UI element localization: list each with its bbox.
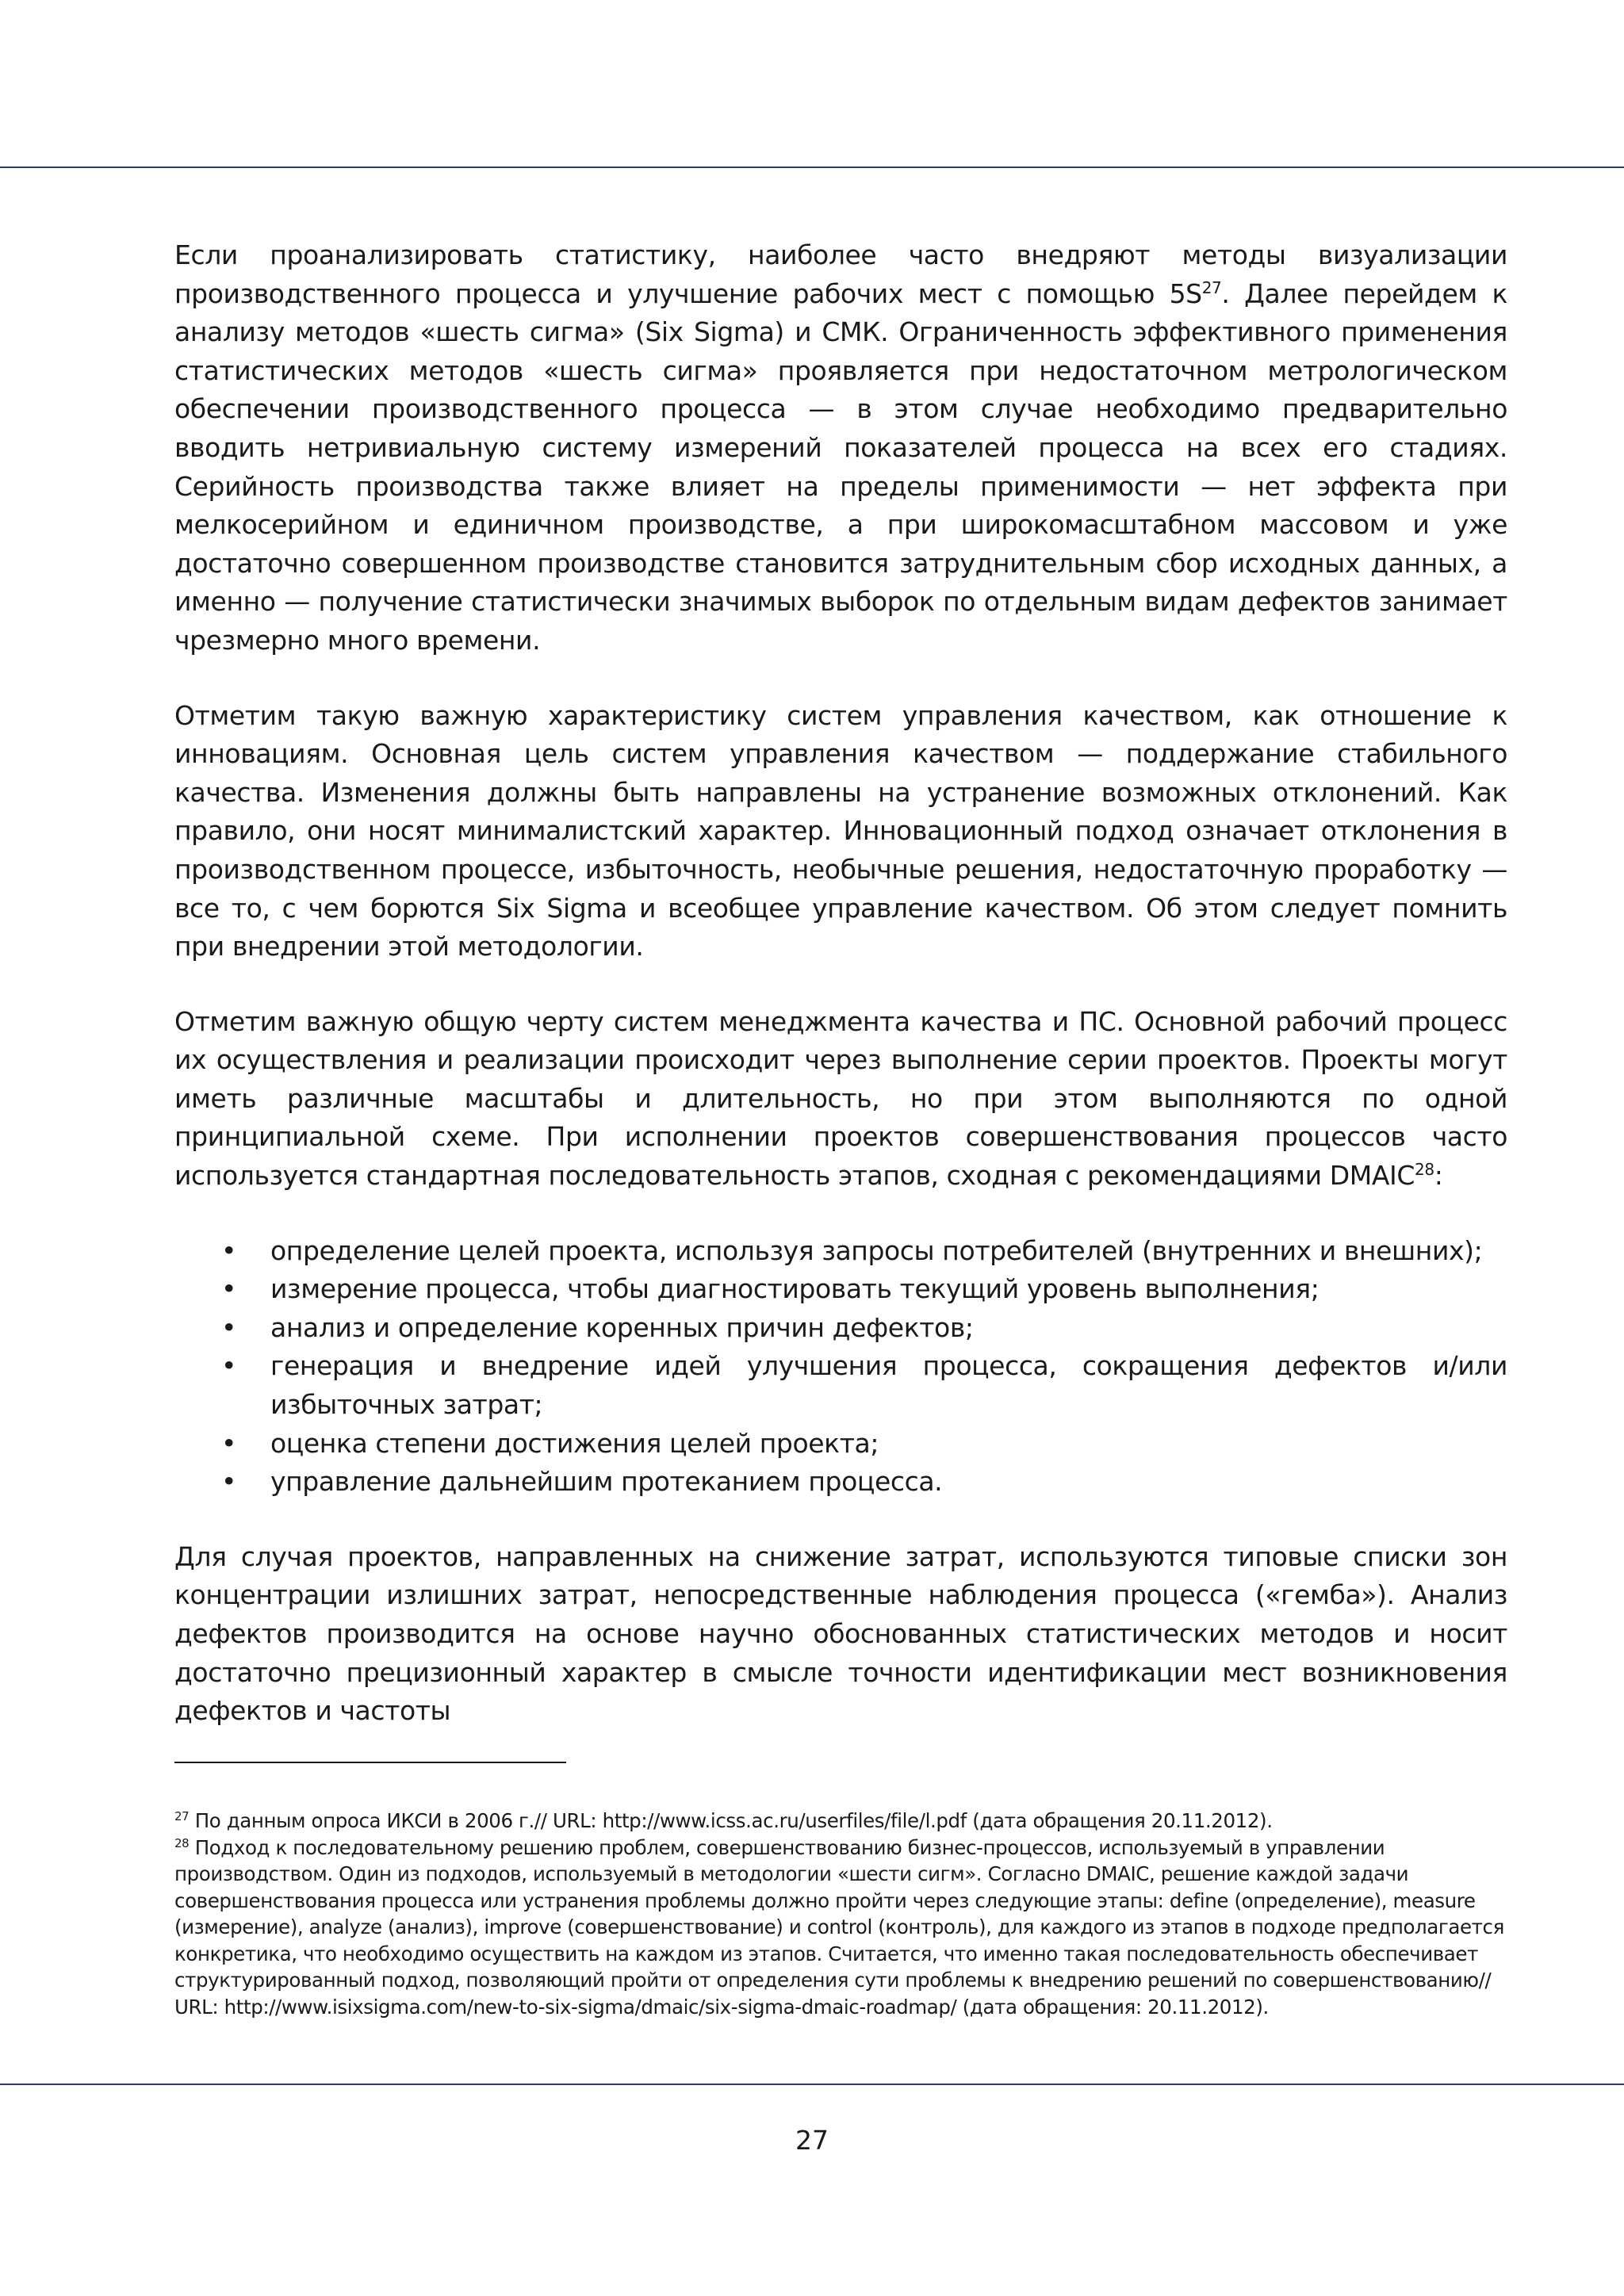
dmaic-steps-list: [174, 1232, 1507, 1502]
paragraph-1-text-cont: . Далее перейдем к анализу методов «шесть сигма» (Six Sigma) и СМК. Ограниченность эффективного применения статистических методов «шесть сигма» проявляется при недостаточном метрологическом обеспечении производственного процесса — в этом случае необходимо предварительно вводить нетривиальную систему измерений показателей процесса на всех его стадиях. Серийность производства также влияет на пределы применимости — нет эффекта при мелкосерийном и единичном производстве, а при широкомасштабном массовом и уже достаточно совершенном производстве становится затруднительным сбор исходных данных, а именно — получение статистически значимых выборок по отдельным видам дефектов занимает чрезмерно много времени.: [174, 277, 1508, 656]
list-item-text: измерение процесса, чтобы диагностировать текущий уровень выполнения;: [270, 1273, 1320, 1305]
paragraph-4: Для случая проектов, направленных на снижение затрат, используются типовые списки зон концентрации излишних затрат, непосредственные наблюдения процесса («гемба»). Анализ дефектов производится на основе научно обоснованных статистических методов и носит достаточно прецизионный характер в смысле точности идентификации мест возникновения дефектов и частоты: [174, 1540, 1507, 1727]
paragraph-2: Отметим такую важную характеристику систем управления качеством, как отношение к инновациям. Основная цель систем управления качеством — поддержание стабильного качества. Изменения должны быть направлены на устранение возможных отклонений. Как правило, они носят минималистский характер. Инновационный подход означает отклонения в производственном процессе, избыточность, необычные решения, недостаточную проработку — все то, с чем борются Six Sigma и всеобщее управление качеством. Об этом следует помнить при внедрении этой методологии.: [174, 699, 1507, 962]
bullet-icon: •: [221, 1466, 237, 1498]
paragraph-3: [174, 1003, 1507, 1196]
footer-rule: [0, 2084, 1624, 2085]
list-item: [221, 1347, 1507, 1424]
paragraph-3-text-cont: :: [1434, 1160, 1443, 1192]
bullet-icon: •: [221, 1311, 237, 1343]
bullet-icon: •: [221, 1427, 237, 1459]
list-item: [221, 1425, 1507, 1464]
list-item: [221, 1232, 1507, 1271]
list-item-text: управление дальнейшим протеканием процесса.: [270, 1466, 943, 1498]
footnote-27: [174, 1808, 1507, 1835]
footnote-ref-27[interactable]: 27: [1201, 277, 1222, 297]
list-item-text: генерация и внедрение идей улучшения процесса, сокращения дефектов и/или избыточных затрат;: [270, 1350, 1507, 1421]
list-item: [221, 1463, 1507, 1502]
list-item-text: оценка степени достижения целей проекта;: [270, 1427, 879, 1459]
paragraph-1-text: Если проанализировать статистику, наиболее часто внедряют методы визуализации производственного процесса и улучшение рабочих мест с помощью 5S: [174, 239, 1507, 309]
list-item-text: определение целей проекта, используя запросы потребителей (внутренних и внешних);: [270, 1234, 1483, 1266]
header-rule: [0, 166, 1624, 168]
page-number: 27: [795, 2125, 829, 2156]
bullet-icon: •: [221, 1273, 237, 1305]
body-text: [174, 236, 1507, 1767]
paragraph-1: [174, 236, 1507, 660]
footnote-number: 28: [174, 1835, 190, 1850]
footnote-ref-28[interactable]: 28: [1415, 1160, 1434, 1180]
list-item-text: анализ и определение коренных причин дефектов;: [270, 1311, 974, 1343]
list-item: [221, 1270, 1507, 1309]
footnote-28: [174, 1835, 1507, 2021]
footnote-number: 27: [174, 1808, 190, 1823]
footnotes: [174, 1808, 1507, 2020]
bullet-icon: •: [221, 1350, 237, 1382]
list-item: [221, 1309, 1507, 1348]
bullet-icon: •: [221, 1234, 237, 1266]
footnote-text: Подход к последовательному решению проблем, совершенствованию бизнес-процессов, используемый в управлении производством. Один из подходов, используемый в методологии «шести сигм». Согласно DMAIC, решение каждой задачи совершенствования процесса или устранения проблемы должно пройти через следующие этапы: define (определение), measure (измерение), analyze (анализ), improve (совершенствование) и control (контроль), для каждого из этапов в подходе предполагается конкретика, что необходимо осуществить на каждом из этапов. Считается, что именно такая последовательность обеспечивает структурированный подход, позволяющий пройти от определения сути проблемы к внедрению решений по совершенствованию// URL: http://www.isixsigma.com/new-to-six-sigma/dmaic/six-sigma-dmaic-roadmap/ (дата обращения: 20.11.2012).: [174, 1835, 1504, 2019]
footnote-text: По данным опроса ИКСИ в 2006 г.// URL: http://www.icss.ac.ru/userfiles/file/l.pdf (дата обращения 20.11.2012).: [194, 1809, 1273, 1832]
footnote-separator: [174, 1762, 566, 1763]
paragraph-3-text: Отметим важную общую черту систем менеджмента качества и ПС. Основной рабочий процесс их осуществления и реализации происходит через выполнение серии проектов. Проекты могут иметь различные масштабы и длительность, но при этом выполняются по одной принципиальной схеме. При исполнении проектов совершенствования процессов часто используется стандартная последовательность этапов, сходная с рекомендациями DMAIC: [174, 1005, 1507, 1192]
